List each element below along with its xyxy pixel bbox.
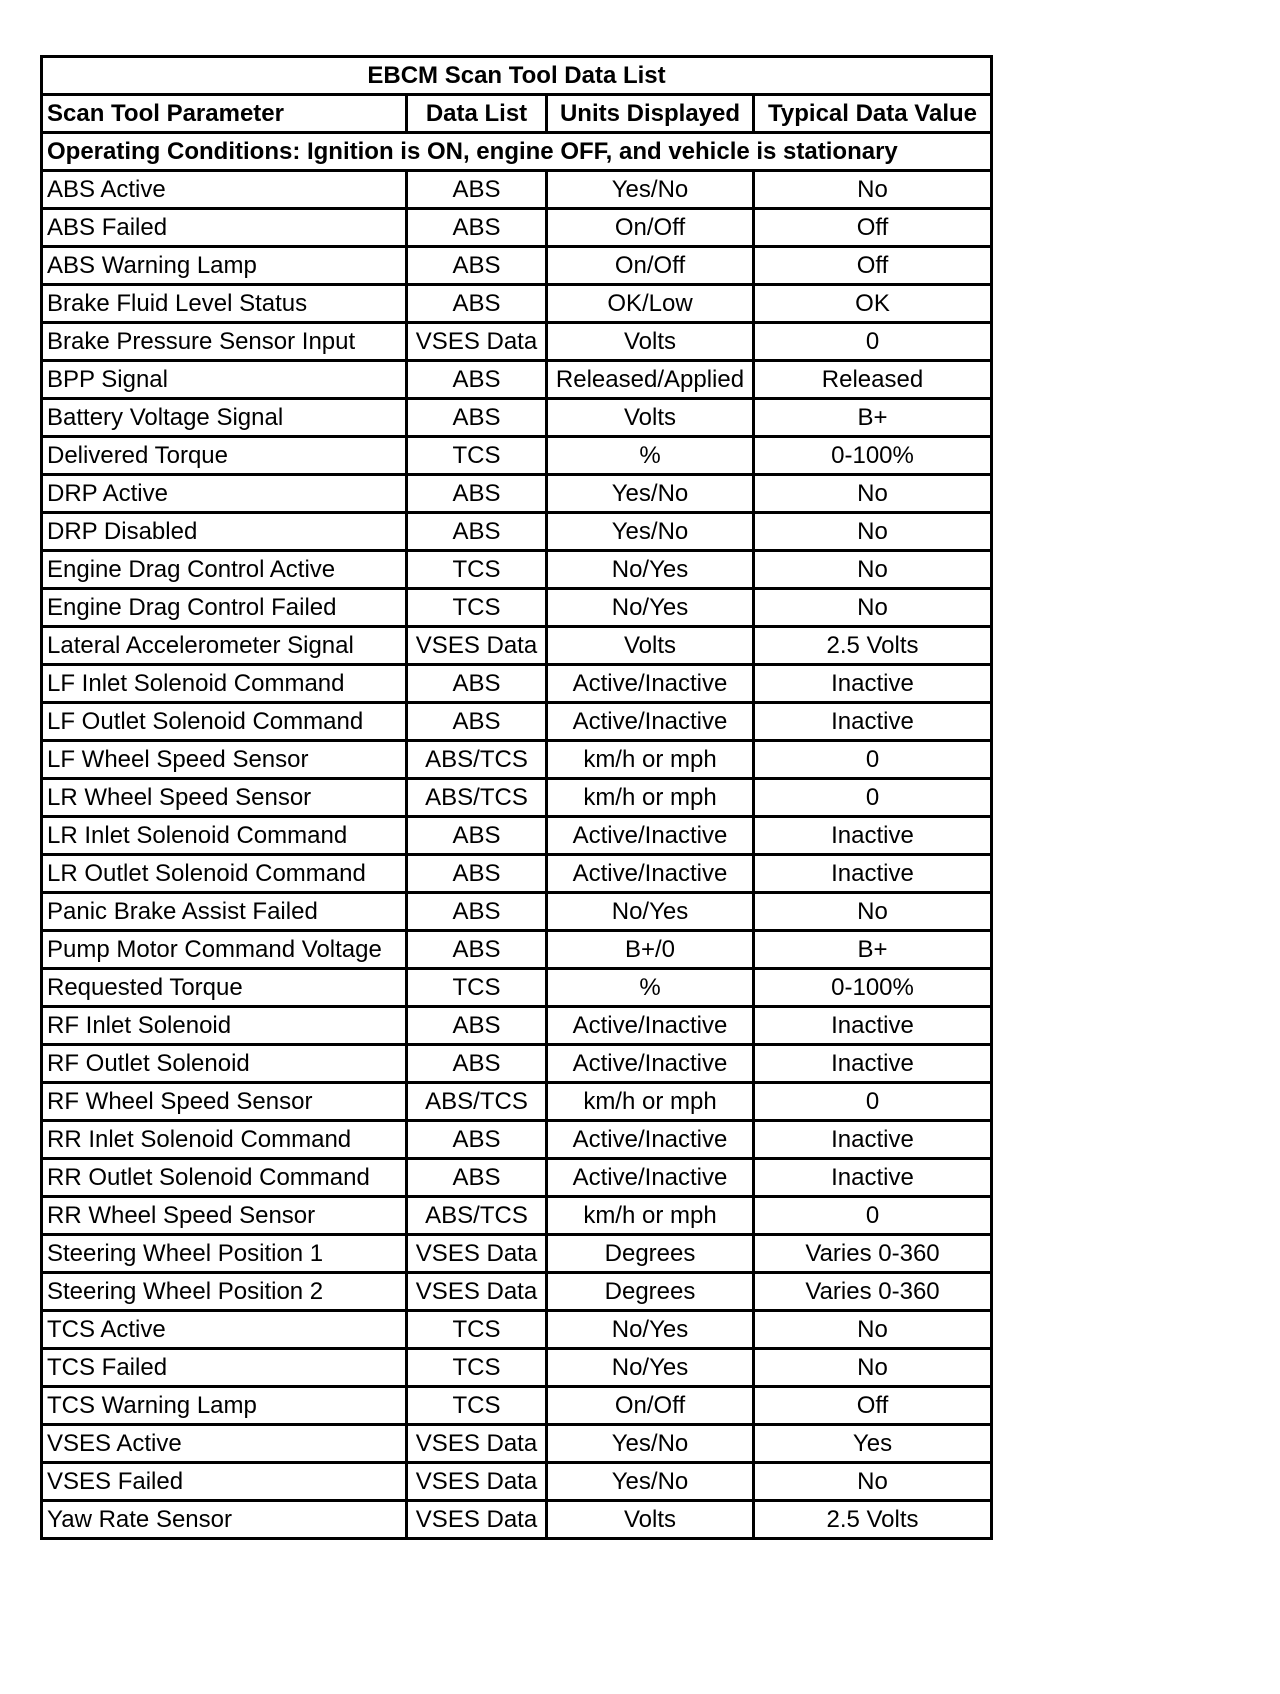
table-title: EBCM Scan Tool Data List [42, 57, 992, 95]
table-row [42, 893, 992, 931]
table-row [42, 1121, 992, 1159]
cell-parameter: ABS Failed [42, 209, 407, 247]
cell-units: On/Off [547, 209, 754, 247]
cell-parameter: RR Outlet Solenoid Command [42, 1159, 407, 1197]
table-row [42, 627, 992, 665]
table-row [42, 1007, 992, 1045]
cell-parameter: LR Outlet Solenoid Command [42, 855, 407, 893]
cell-parameter: RR Inlet Solenoid Command [42, 1121, 407, 1159]
conditions-row [42, 133, 992, 171]
cell-typical-value: 0 [754, 779, 992, 817]
cell-parameter: Delivered Torque [42, 437, 407, 475]
table-row [42, 665, 992, 703]
cell-parameter: TCS Warning Lamp [42, 1387, 407, 1425]
cell-data-list: VSES Data [407, 1273, 547, 1311]
cell-units: Active/Inactive [547, 703, 754, 741]
cell-data-list: TCS [407, 589, 547, 627]
cell-typical-value: No [754, 1463, 992, 1501]
cell-units: Yes/No [547, 475, 754, 513]
table-row [42, 1197, 992, 1235]
cell-units: % [547, 969, 754, 1007]
cell-typical-value: OK [754, 285, 992, 323]
cell-units: No/Yes [547, 1311, 754, 1349]
cell-data-list: TCS [407, 551, 547, 589]
cell-units: Active/Inactive [547, 817, 754, 855]
table-row [42, 513, 992, 551]
table-row [42, 247, 992, 285]
cell-parameter: LF Inlet Solenoid Command [42, 665, 407, 703]
table-row [42, 779, 992, 817]
cell-units: Active/Inactive [547, 1121, 754, 1159]
cell-parameter: TCS Active [42, 1311, 407, 1349]
cell-data-list: ABS/TCS [407, 779, 547, 817]
cell-data-list: ABS/TCS [407, 741, 547, 779]
cell-parameter: TCS Failed [42, 1349, 407, 1387]
cell-units: Degrees [547, 1235, 754, 1273]
table-row [42, 969, 992, 1007]
table-row [42, 551, 992, 589]
cell-units: Yes/No [547, 513, 754, 551]
table-row [42, 1235, 992, 1273]
cell-data-list: ABS [407, 893, 547, 931]
cell-units: Yes/No [547, 1463, 754, 1501]
cell-typical-value: Inactive [754, 1007, 992, 1045]
cell-parameter: Steering Wheel Position 2 [42, 1273, 407, 1311]
cell-units: Active/Inactive [547, 855, 754, 893]
cell-typical-value: No [754, 589, 992, 627]
table-row [42, 1159, 992, 1197]
table-body [42, 57, 992, 1539]
cell-typical-value: Off [754, 1387, 992, 1425]
cell-parameter: DRP Disabled [42, 513, 407, 551]
cell-typical-value: Inactive [754, 1159, 992, 1197]
cell-data-list: VSES Data [407, 1501, 547, 1539]
cell-units: OK/Low [547, 285, 754, 323]
cell-units: Volts [547, 1501, 754, 1539]
cell-data-list: ABS [407, 703, 547, 741]
cell-parameter: VSES Active [42, 1425, 407, 1463]
cell-units: No/Yes [547, 589, 754, 627]
cell-parameter: RF Inlet Solenoid [42, 1007, 407, 1045]
cell-units: No/Yes [547, 551, 754, 589]
header-typical-data-value: Typical Data Value [754, 95, 992, 133]
cell-typical-value: No [754, 1311, 992, 1349]
cell-data-list: ABS [407, 1007, 547, 1045]
cell-typical-value: 2.5 Volts [754, 627, 992, 665]
cell-typical-value: B+ [754, 399, 992, 437]
operating-conditions: Operating Conditions: Ignition is ON, engine OFF, and vehicle is stationary [42, 133, 992, 171]
cell-units: B+/0 [547, 931, 754, 969]
cell-parameter: ABS Warning Lamp [42, 247, 407, 285]
table-row [42, 1501, 992, 1539]
cell-data-list: ABS [407, 931, 547, 969]
cell-units: km/h or mph [547, 1197, 754, 1235]
cell-typical-value: 2.5 Volts [754, 1501, 992, 1539]
cell-parameter: LR Inlet Solenoid Command [42, 817, 407, 855]
cell-data-list: TCS [407, 437, 547, 475]
cell-data-list: VSES Data [407, 1235, 547, 1273]
cell-typical-value: Released [754, 361, 992, 399]
cell-units: Yes/No [547, 171, 754, 209]
table-row [42, 1273, 992, 1311]
table-row [42, 1425, 992, 1463]
cell-parameter: BPP Signal [42, 361, 407, 399]
table-row [42, 361, 992, 399]
table-row [42, 209, 992, 247]
table-row [42, 475, 992, 513]
cell-typical-value: Varies 0-360 [754, 1235, 992, 1273]
cell-typical-value: Inactive [754, 665, 992, 703]
cell-typical-value: No [754, 513, 992, 551]
cell-data-list: ABS/TCS [407, 1197, 547, 1235]
table-row [42, 703, 992, 741]
header-data-list: Data List [407, 95, 547, 133]
cell-typical-value: No [754, 1349, 992, 1387]
cell-parameter: Lateral Accelerometer Signal [42, 627, 407, 665]
cell-data-list: ABS [407, 513, 547, 551]
cell-data-list: TCS [407, 1387, 547, 1425]
cell-data-list: VSES Data [407, 323, 547, 361]
cell-units: Volts [547, 323, 754, 361]
table-row [42, 171, 992, 209]
cell-data-list: ABS [407, 247, 547, 285]
table-row [42, 741, 992, 779]
cell-units: Active/Inactive [547, 665, 754, 703]
cell-data-list: TCS [407, 1311, 547, 1349]
cell-units: Released/Applied [547, 361, 754, 399]
cell-units: Volts [547, 627, 754, 665]
scan-tool-data-table [40, 55, 993, 1540]
cell-data-list: TCS [407, 1349, 547, 1387]
cell-units: km/h or mph [547, 779, 754, 817]
cell-data-list: ABS [407, 209, 547, 247]
cell-data-list: ABS [407, 361, 547, 399]
cell-data-list: ABS [407, 399, 547, 437]
cell-typical-value: No [754, 475, 992, 513]
cell-parameter: Steering Wheel Position 1 [42, 1235, 407, 1273]
cell-typical-value: Inactive [754, 703, 992, 741]
cell-data-list: VSES Data [407, 1463, 547, 1501]
cell-data-list: ABS [407, 171, 547, 209]
cell-typical-value: Inactive [754, 817, 992, 855]
cell-data-list: VSES Data [407, 1425, 547, 1463]
cell-typical-value: 0 [754, 741, 992, 779]
table-row [42, 437, 992, 475]
cell-data-list: ABS/TCS [407, 1083, 547, 1121]
cell-data-list: ABS [407, 1045, 547, 1083]
cell-parameter: RF Wheel Speed Sensor [42, 1083, 407, 1121]
table-row [42, 323, 992, 361]
cell-units: No/Yes [547, 1349, 754, 1387]
cell-units: Active/Inactive [547, 1159, 754, 1197]
cell-typical-value: B+ [754, 931, 992, 969]
cell-typical-value: 0 [754, 1083, 992, 1121]
cell-units: Volts [547, 399, 754, 437]
cell-typical-value: 0-100% [754, 969, 992, 1007]
cell-typical-value: No [754, 551, 992, 589]
cell-data-list: ABS [407, 1159, 547, 1197]
table-row [42, 1045, 992, 1083]
cell-typical-value: No [754, 893, 992, 931]
table-row [42, 285, 992, 323]
title-row [42, 57, 992, 95]
cell-units: On/Off [547, 1387, 754, 1425]
cell-data-list: TCS [407, 969, 547, 1007]
table-row [42, 855, 992, 893]
cell-typical-value: Inactive [754, 1121, 992, 1159]
cell-parameter: VSES Failed [42, 1463, 407, 1501]
cell-units: % [547, 437, 754, 475]
cell-typical-value: 0 [754, 1197, 992, 1235]
cell-typical-value: Yes [754, 1425, 992, 1463]
cell-data-list: ABS [407, 817, 547, 855]
cell-data-list: ABS [407, 855, 547, 893]
table-row [42, 399, 992, 437]
cell-units: km/h or mph [547, 741, 754, 779]
cell-data-list: ABS [407, 1121, 547, 1159]
cell-units: No/Yes [547, 893, 754, 931]
cell-units: Degrees [547, 1273, 754, 1311]
cell-typical-value: No [754, 171, 992, 209]
table-row [42, 1311, 992, 1349]
table-row [42, 931, 992, 969]
table-row [42, 589, 992, 627]
table-row [42, 1349, 992, 1387]
cell-parameter: RR Wheel Speed Sensor [42, 1197, 407, 1235]
cell-units: km/h or mph [547, 1083, 754, 1121]
header-units-displayed: Units Displayed [547, 95, 754, 133]
cell-parameter: LF Outlet Solenoid Command [42, 703, 407, 741]
cell-units: On/Off [547, 247, 754, 285]
cell-parameter: Battery Voltage Signal [42, 399, 407, 437]
cell-parameter: Yaw Rate Sensor [42, 1501, 407, 1539]
cell-units: Active/Inactive [547, 1007, 754, 1045]
cell-units: Active/Inactive [547, 1045, 754, 1083]
cell-parameter: Engine Drag Control Failed [42, 589, 407, 627]
header-row [42, 95, 992, 133]
cell-typical-value: Off [754, 247, 992, 285]
cell-data-list: ABS [407, 665, 547, 703]
cell-typical-value: 0 [754, 323, 992, 361]
header-scan-tool-parameter: Scan Tool Parameter [42, 95, 407, 133]
cell-typical-value: 0-100% [754, 437, 992, 475]
cell-typical-value: Inactive [754, 855, 992, 893]
cell-parameter: Panic Brake Assist Failed [42, 893, 407, 931]
cell-parameter: Engine Drag Control Active [42, 551, 407, 589]
cell-parameter: Pump Motor Command Voltage [42, 931, 407, 969]
cell-typical-value: Varies 0-360 [754, 1273, 992, 1311]
cell-parameter: LR Wheel Speed Sensor [42, 779, 407, 817]
table-row [42, 1083, 992, 1121]
cell-data-list: VSES Data [407, 627, 547, 665]
table-row [42, 817, 992, 855]
cell-data-list: ABS [407, 475, 547, 513]
cell-parameter: Brake Fluid Level Status [42, 285, 407, 323]
cell-typical-value: Off [754, 209, 992, 247]
cell-units: Yes/No [547, 1425, 754, 1463]
cell-data-list: ABS [407, 285, 547, 323]
cell-parameter: RF Outlet Solenoid [42, 1045, 407, 1083]
cell-typical-value: Inactive [754, 1045, 992, 1083]
cell-parameter: Requested Torque [42, 969, 407, 1007]
cell-parameter: ABS Active [42, 171, 407, 209]
cell-parameter: Brake Pressure Sensor Input [42, 323, 407, 361]
table-row [42, 1463, 992, 1501]
cell-parameter: DRP Active [42, 475, 407, 513]
cell-parameter: LF Wheel Speed Sensor [42, 741, 407, 779]
table-row [42, 1387, 992, 1425]
